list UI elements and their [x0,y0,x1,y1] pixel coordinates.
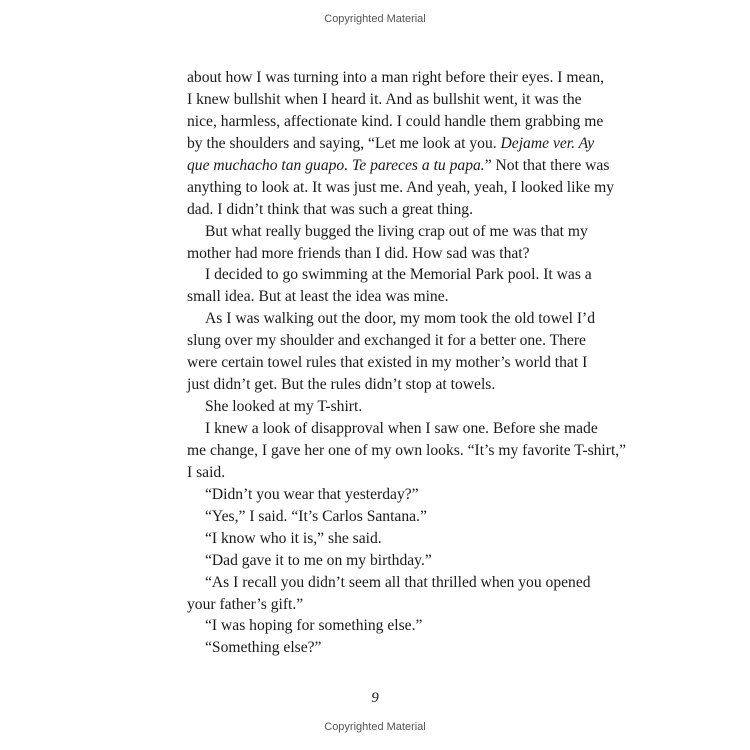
copyright-watermark-top: Copyrighted Material [324,13,426,25]
text-segment: dad. I didn’t think that was such a great thing. [187,200,473,218]
text-segment: by the shoulders and saying, “Let me look at you. [187,134,501,152]
italic-text: que muchacho tan guapo. Te pareces a tu papa. [187,156,485,174]
text-segment: “Dad gave it to me on my birthday.” [205,551,432,569]
text-line [187,594,557,616]
text-segment: “I was hoping for something else.” [205,617,423,635]
text-line [187,243,557,265]
text-line [187,506,557,528]
text-line [187,133,595,155]
text-segment: nice, harmless, affectionate kind. I could handle them grabbing me [187,112,604,130]
text-segment: were certain towel rules that existed in my mother’s world that I [187,354,588,372]
text-segment: I decided to go swimming at the Memorial Park pool. It was a [205,266,592,284]
text-line [187,67,605,89]
text-line [187,528,557,550]
text-line [187,177,615,199]
page-number: 9 [371,690,379,706]
text-line [187,111,604,133]
text-segment: “Yes,” I said. “It’s Carlos Santana.” [205,507,427,525]
text-segment: slung over my shoulder and exchanged it for a better one. There [187,332,586,350]
text-segment: your father’s gift.” [187,595,304,613]
text-segment: me change, I gave her one of my own looks. “It’s my favorite T-shirt,” [187,441,627,459]
text-segment: But what really bugged the living crap out of me was that my [205,222,588,240]
text-line [187,637,557,659]
text-segment: about how I was turning into a man right before their eyes. I mean, [187,69,605,86]
text-segment: “As I recall you didn’t seem all that thrilled when you opened [205,573,591,591]
text-line [187,418,598,440]
italic-text: Dejame ver. Ay [500,134,595,152]
body-text [187,67,627,659]
text-line [187,352,588,374]
text-line [187,615,557,637]
text-segment: I said. [187,463,226,481]
text-line [187,199,557,221]
text-segment: “Didn’t you wear that yesterday?” [205,485,419,503]
text-segment: She looked at my T-shirt. [205,398,363,416]
text-line [187,308,596,330]
text-line [187,396,557,418]
text-segment: As I was walking out the door, my mom took the old towel I’d [205,310,596,328]
text-line [187,550,557,572]
text-line [187,89,582,111]
text-segment: I knew a look of disapproval when I saw one. Before she made [205,420,598,437]
text-line [187,462,557,484]
text-line [187,221,588,243]
text-line [187,572,591,594]
text-line [187,264,592,286]
text-line [187,484,557,506]
text-segment: just didn’t get. But the rules didn’t stop at towels. [187,376,496,394]
text-segment: ” Not that there was [484,156,610,174]
text-line [187,155,610,177]
text-line [187,374,557,396]
text-segment: anything to look at. It was just me. And yeah, yeah, I looked like my [187,178,615,196]
text-segment: small idea. But at least the idea was mine. [187,288,449,306]
text-line [187,330,586,352]
text-segment: mother had more friends than I did. How sad was that? [187,244,530,262]
text-segment: “I know who it is,” she said. [205,529,382,547]
text-segment: I knew bullshit when I heard it. And as bullshit went, it was the [187,90,582,108]
copyright-watermark-bottom: Copyrighted Material [324,721,426,733]
text-line [187,440,627,462]
text-line [187,286,557,308]
text-segment: “Something else?” [205,639,322,657]
